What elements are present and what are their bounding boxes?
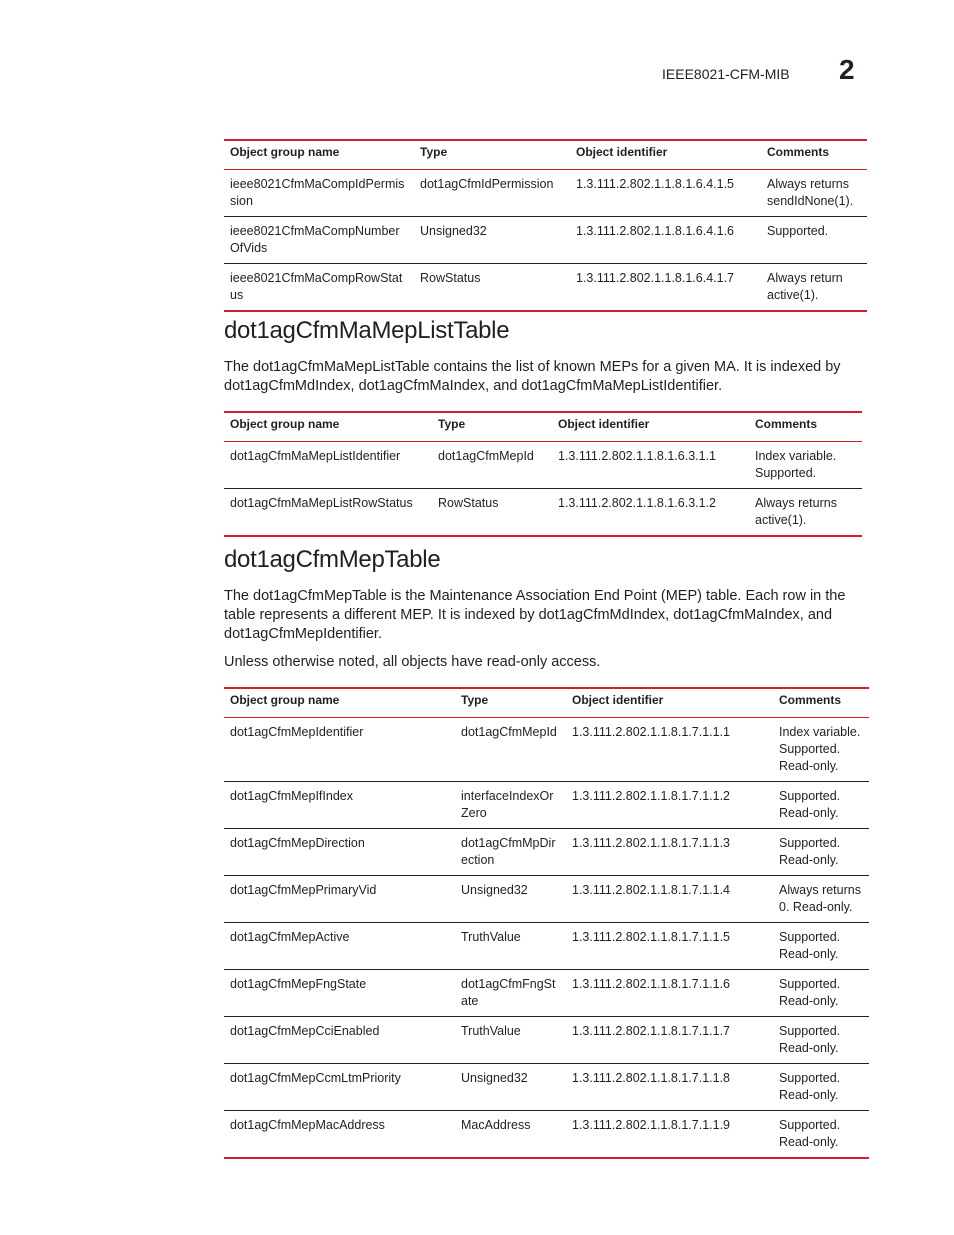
object-name-cell: dot1agCfmMepCcmLtmPriority [224, 1064, 455, 1111]
object-name-cell: dot1agCfmMaMepListIdentifier [230, 449, 401, 463]
section-heading-mamep: dot1agCfmMaMepListTable [224, 317, 510, 344]
type-cell: Unsigned32 [455, 1064, 566, 1111]
chapter-number: 2 [839, 54, 855, 85]
column-header: Type [432, 412, 552, 442]
object-name-cell: dot1agCfmMepPrimaryVid [224, 876, 455, 923]
object-name-cell: dot1agCfmMepDirection [224, 829, 455, 876]
type-cell: dot1agCfmIdPermission [420, 177, 554, 191]
table-row [224, 1111, 869, 1159]
comments-cell: Supported. Read-only. [773, 1017, 869, 1064]
table-ma-comp [224, 139, 867, 312]
comments-cell: Index variable. Supported. Read-only. [779, 725, 861, 773]
oid-cell: 1.3.111.2.802.1.1.8.1.7.1.1.7 [566, 1017, 773, 1064]
comments-cell: Supported. Read-only. [773, 923, 869, 970]
comments-cell: Always return active(1). [761, 264, 867, 312]
type-cell: TruthValue [455, 923, 566, 970]
object-name-cell: dot1agCfmMepActive [224, 923, 455, 970]
oid-cell: 1.3.111.2.802.1.1.8.1.6.4.1.6 [570, 217, 761, 264]
column-header: Object group name [224, 140, 414, 170]
column-header: Comments [761, 140, 867, 170]
column-header: Comments [773, 688, 869, 718]
oid-cell: 1.3.111.2.802.1.1.8.1.7.1.1.1 [572, 725, 731, 739]
section-paragraph-mep: The dot1agCfmMepTable is the Maintenance Association End Point (MEP) table. Each row in the table represents a different MEP. It is indexed by dot1agCfmMdIndex, dot1agCfmMaIndex, and dot1agCfmMepIdentifier. [224, 588, 846, 642]
column-header: Object group name [224, 412, 432, 442]
table-row [224, 782, 869, 829]
comments-cell: Supported. Read-only. [773, 1064, 869, 1111]
oid-cell: 1.3.111.2.802.1.1.8.1.6.3.1.1 [558, 449, 717, 463]
table-mep [224, 687, 869, 1159]
table-row [224, 489, 862, 537]
table-row [224, 923, 869, 970]
oid-cell: 1.3.111.2.802.1.1.8.1.7.1.1.5 [566, 923, 773, 970]
column-header: Comments [749, 412, 862, 442]
table-row [224, 170, 867, 217]
oid-cell: 1.3.111.2.802.1.1.8.1.6.4.1.7 [570, 264, 761, 312]
object-name-cell: ieee8021CfmMaCompNumberOfVids [224, 217, 414, 264]
type-cell: interfaceIndexOrZero [455, 782, 566, 829]
table-row [224, 970, 869, 1017]
type-cell: dot1agCfmMpDirection [455, 829, 566, 876]
oid-cell: 1.3.111.2.802.1.1.8.1.6.3.1.2 [552, 489, 749, 537]
column-header: Object identifier [566, 688, 773, 718]
type-cell: dot1agCfmMepId [438, 449, 534, 463]
type-cell: RowStatus [432, 489, 552, 537]
object-name-cell: dot1agCfmMaMepListRowStatus [224, 489, 432, 537]
table-row [224, 264, 867, 312]
oid-cell: 1.3.111.2.802.1.1.8.1.7.1.1.9 [566, 1111, 773, 1159]
object-name-cell: dot1agCfmMepFngState [224, 970, 455, 1017]
type-cell: RowStatus [414, 264, 570, 312]
table-row [224, 217, 867, 264]
type-cell: MacAddress [455, 1111, 566, 1159]
oid-cell: 1.3.111.2.802.1.1.8.1.7.1.1.6 [566, 970, 773, 1017]
table-row [224, 1064, 869, 1111]
comments-cell: Supported. Read-only. [773, 782, 869, 829]
table-row [224, 1017, 869, 1064]
oid-cell: 1.3.111.2.802.1.1.8.1.7.1.1.4 [566, 876, 773, 923]
object-name-cell: ieee8021CfmMaCompRowStatus [224, 264, 414, 312]
table-row [224, 829, 869, 876]
section-paragraph-access: Unless otherwise noted, all objects have read-only access. [224, 654, 601, 670]
object-name-cell: dot1agCfmMepIdentifier [230, 725, 364, 739]
object-name-cell: dot1agCfmMepMacAddress [224, 1111, 455, 1159]
comments-cell: Supported. Read-only. [773, 1111, 869, 1159]
type-cell: TruthValue [455, 1017, 566, 1064]
column-header: Object group name [224, 688, 455, 718]
type-cell: Unsigned32 [414, 217, 570, 264]
column-header: Type [455, 688, 566, 718]
section-paragraph-mamep: The dot1agCfmMaMepListTable contains the list of known MEPs for a given MA. It is indexed by dot1agCfmMdIndex, dot1agCfmMaIndex, and dot1agCfmMaMepListIdentifier. [224, 359, 841, 394]
type-cell: dot1agCfmMepId [461, 725, 557, 739]
column-header: Object identifier [552, 412, 749, 442]
object-name-cell: ieee8021CfmMaCompIdPermission [230, 177, 405, 208]
comments-cell: Index variable. Supported. [755, 449, 837, 480]
comments-cell: Always returns 0. Read-only. [773, 876, 869, 923]
column-header: Type [414, 140, 570, 170]
oid-cell: 1.3.111.2.802.1.1.8.1.7.1.1.8 [566, 1064, 773, 1111]
table-row [224, 876, 869, 923]
object-name-cell: dot1agCfmMepIfIndex [224, 782, 455, 829]
comments-cell: Supported. Read-only. [773, 829, 869, 876]
comments-cell: Always returns active(1). [749, 489, 862, 537]
comments-cell: Always returns sendIdNone(1). [767, 177, 854, 208]
type-cell: Unsigned32 [455, 876, 566, 923]
object-name-cell: dot1agCfmMepCciEnabled [224, 1017, 455, 1064]
comments-cell: Supported. Read-only. [773, 970, 869, 1017]
oid-cell: 1.3.111.2.802.1.1.8.1.6.4.1.5 [576, 177, 735, 191]
section-heading-mep: dot1agCfmMepTable [224, 546, 441, 573]
type-cell: dot1agCfmFngState [455, 970, 566, 1017]
oid-cell: 1.3.111.2.802.1.1.8.1.7.1.1.3 [566, 829, 773, 876]
oid-cell: 1.3.111.2.802.1.1.8.1.7.1.1.2 [566, 782, 773, 829]
comments-cell: Supported. [761, 217, 867, 264]
table-row [224, 442, 862, 489]
column-header: Object identifier [570, 140, 761, 170]
table-ma-mep-list [224, 411, 862, 537]
header-title: IEEE8021-CFM-MIB [662, 66, 790, 82]
table-row [224, 718, 869, 782]
